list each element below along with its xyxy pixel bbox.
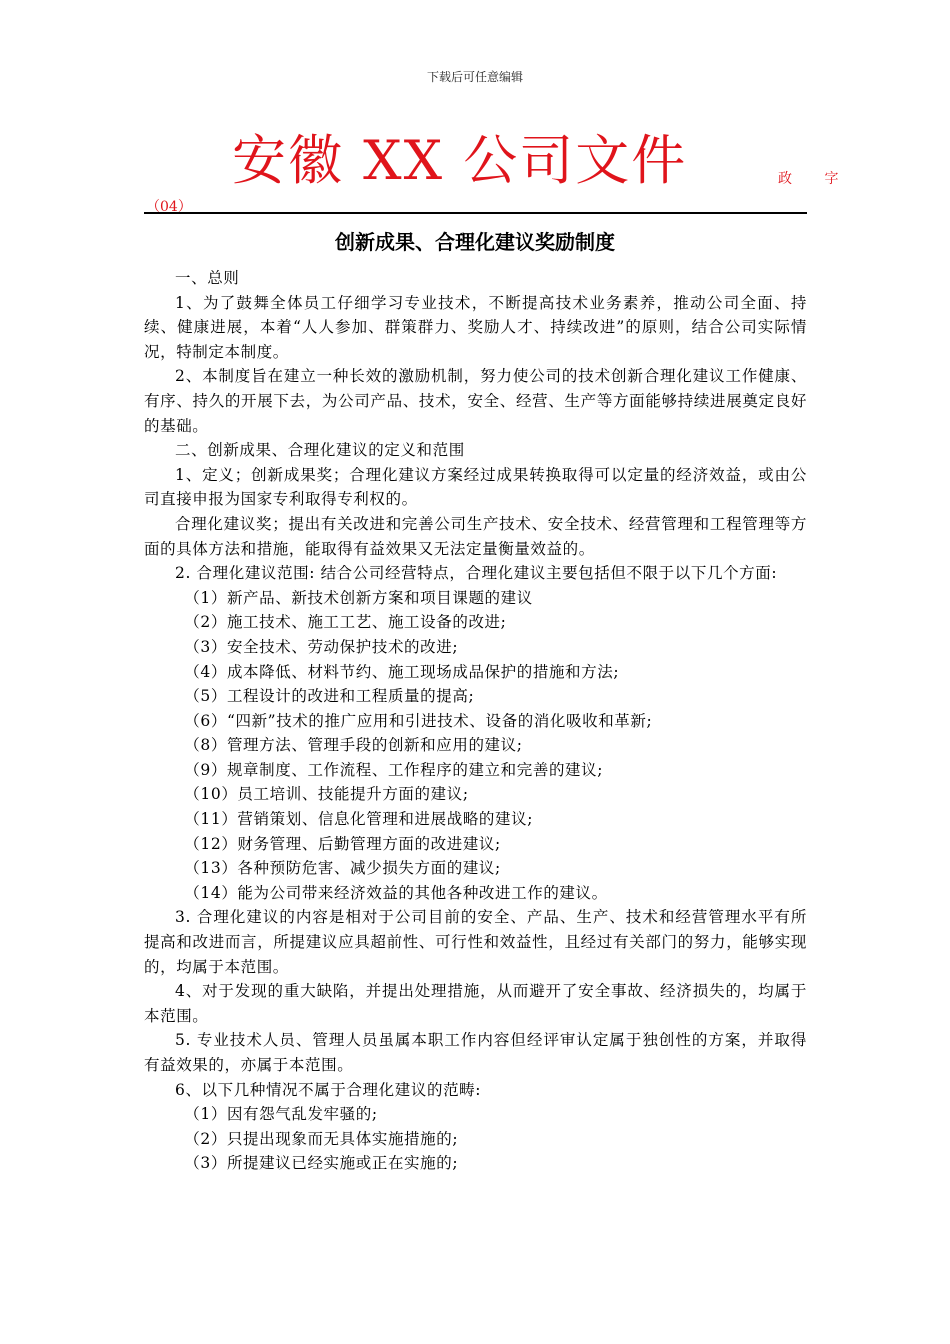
list-item: （2）施工技术、施工工艺、施工设备的改进;: [184, 613, 507, 632]
list-item: （1）因有怨气乱发牢骚的;: [184, 1105, 378, 1124]
paragraph: 6、以下几种情况不属于合理化建议的范畴:: [175, 1080, 482, 1099]
header-divider: [144, 212, 807, 214]
list-item: （8）管理方法、管理手段的创新和应用的建议;: [184, 736, 523, 755]
paragraph: 5. 专业技术人员、管理人员虽属本职工作内容但经评审认定属于独创性的方案，并取得有益效果的，亦属于本范围。: [144, 1031, 807, 1074]
list-item: （3）所提建议已经实施或正在实施的;: [184, 1154, 459, 1173]
document-body: [144, 266, 807, 1176]
list-item: （10）员工培训、技能提升方面的建议;: [184, 785, 469, 804]
paragraph: 2、本制度旨在建立一种长效的激励机制，努力使公司的技术创新合理化建议工作健康、有序、持久的开展下去，为公司产品、技术，安全、经营、生产等方面能够持续进展奠定良好的基础。: [144, 367, 807, 435]
list-item: （3）安全技术、劳动保护技术的改进;: [184, 637, 459, 656]
paragraph: 3. 合理化建议的内容是相对于公司目前的安全、产品、生产、技术和经营管理水平有所提高和改进而言，所提建议应具超前性、可行性和效益性，且经过有关部门的努力，能够实现的，均属于本范围。: [144, 908, 807, 976]
list-item: （6）“四新”技术的推广应用和引进技术、设备的消化吸收和革新;: [184, 711, 653, 730]
list-item: （2）只提出现象而无具体实施措施的;: [184, 1129, 459, 1148]
paragraph: 1、为了鼓舞全体员工仔细学习专业技术，不断提高技术业务素养，推动公司全面、持续、健康进展，本着“人人参加、群策群力、奖励人才、持续改进”的原则，结合公司实际情况，特制定本制度。: [144, 293, 807, 361]
org-title: 安徽 XX 公司文件: [232, 129, 688, 192]
list-item: （11）营销策划、信息化管理和进展战略的建议;: [184, 810, 534, 829]
paragraph: 1、定义；创新成果奖；合理化建议方案经过成果转换取得可以定量的经济效益，或由公司直接申报为国家专利取得专利权的。: [144, 465, 807, 509]
list-item: （12）财务管理、后勤管理方面的改进建议;: [184, 834, 501, 853]
paragraph: 4、对于发现的重大缺陷，并提出处理措施，从而避开了安全事故、经济损失的，均属于本范围。: [144, 982, 807, 1025]
list-item: （1）新产品、新技术创新方案和项目课题的建议: [184, 588, 533, 607]
paragraph: 一、总则: [175, 269, 240, 287]
list-item: （9）规章制度、工作流程、工作程序的建立和完善的建议;: [184, 760, 604, 779]
list-item: （13）各种预防危害、减少损失方面的建议;: [184, 859, 501, 878]
document-title: 创新成果、合理化建议奖励制度: [335, 230, 615, 254]
paragraph: 合理化建议奖；提出有关改进和完善公司生产技术、安全技术、经营管理和工程管理等方面的具体方法和措施，能取得有益效果又无法定量衡量效益的。: [144, 514, 807, 558]
paragraph: 2. 合理化建议范围: 结合公司经营特点，合理化建议主要包括但不限于以下几个方面:: [175, 564, 778, 583]
header-note: 下载后可任意编辑: [426, 70, 523, 84]
list-item: （4）成本降低、材料节约、施工现场成品保护的措施和方法;: [184, 662, 620, 681]
doc-prefix: 政 字: [778, 171, 853, 187]
list-item: （5）工程设计的改进和工程质量的提高;: [184, 687, 475, 706]
doc-number: （04）: [146, 199, 192, 215]
paragraph: 二、创新成果、合理化建议的定义和范围: [175, 441, 465, 460]
list-item: （14）能为公司带来经济效益的其他各种改进工作的建议。: [184, 883, 608, 902]
